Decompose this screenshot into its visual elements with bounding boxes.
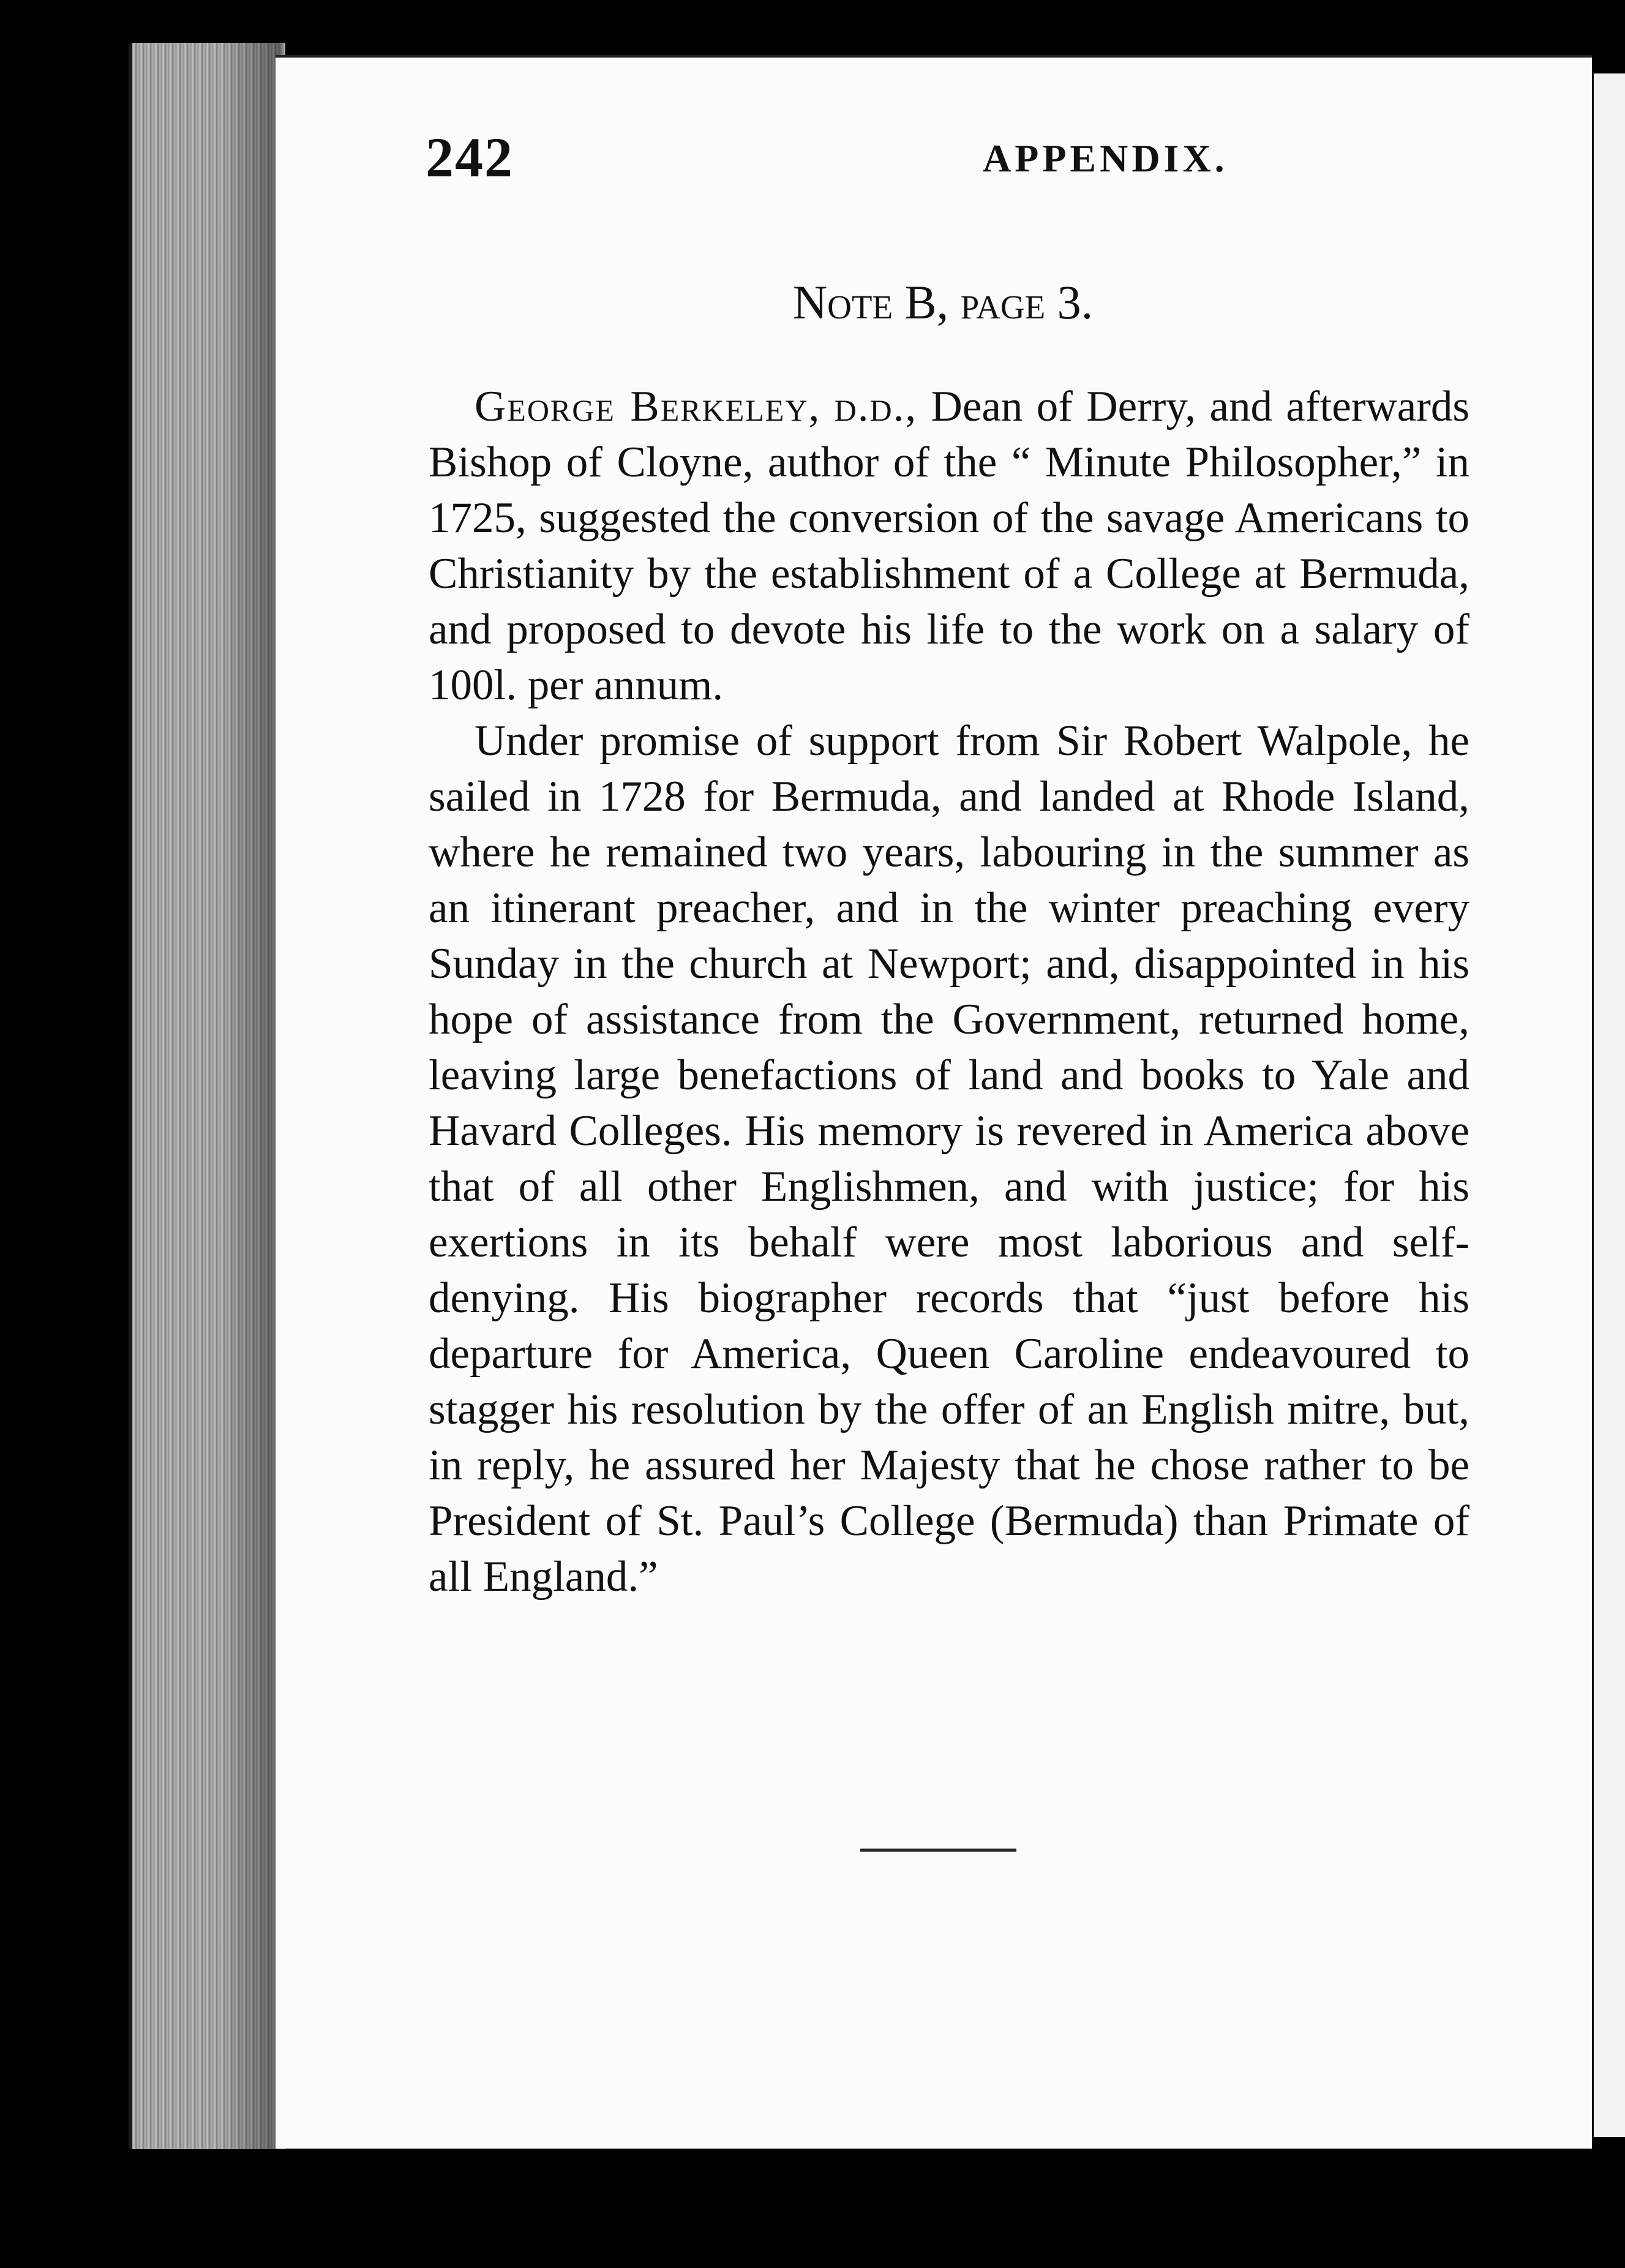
page-number: 242 bbox=[426, 126, 514, 189]
note-body bbox=[429, 379, 1469, 1605]
subject-name: George Berkeley, bbox=[475, 383, 821, 430]
book-edge-shadow bbox=[220, 43, 282, 2149]
book-page bbox=[276, 55, 1592, 2149]
subject-degree: d.d., bbox=[834, 383, 918, 430]
facing-page-edge bbox=[1589, 73, 1625, 2137]
paragraph-1 bbox=[429, 379, 1469, 713]
closing-rule bbox=[860, 1849, 1016, 1852]
note-heading: Note B, page 3. bbox=[792, 276, 1094, 329]
running-head-title: APPENDIX. bbox=[983, 137, 1228, 180]
paragraph-1-text: Dean of Derry, and afterwards Bishop of Cloyne, author of the “ Minute Philosopher,” in 1725, suggested the conversion of the savage Americans to Christianity by the establishment of a College at Bermuda, and proposed to devote his life to the work on a salary of 100l. per annum. bbox=[429, 383, 1470, 709]
paragraph-2: Under promise of support from Sir Robert Walpole, he sailed in 1728 for Bermuda, and landed at Rhode Island, where he remained two years, labouring in the summer as an itinerant preacher, and in the winter preaching every Sunday in the church at Newport; and, disappointed in his hope of assistance from the Government, returned home, leaving large benefactions of land and books to Yale and Havard Colleges. His memory is revered in America above that of all other Englishmen, and with justice; for his exertions in its behalf were most laborious and self-denying. His biographer records that “just before his departure for America, Queen Caroline endeavoured to stagger his resolution by the offer of an English mitre, but, in reply, he assured her Majesty that he chose rather to be President of St. Paul’s College (Bermuda) than Primate of all England.” bbox=[429, 717, 1469, 1601]
running-head bbox=[426, 125, 1405, 205]
